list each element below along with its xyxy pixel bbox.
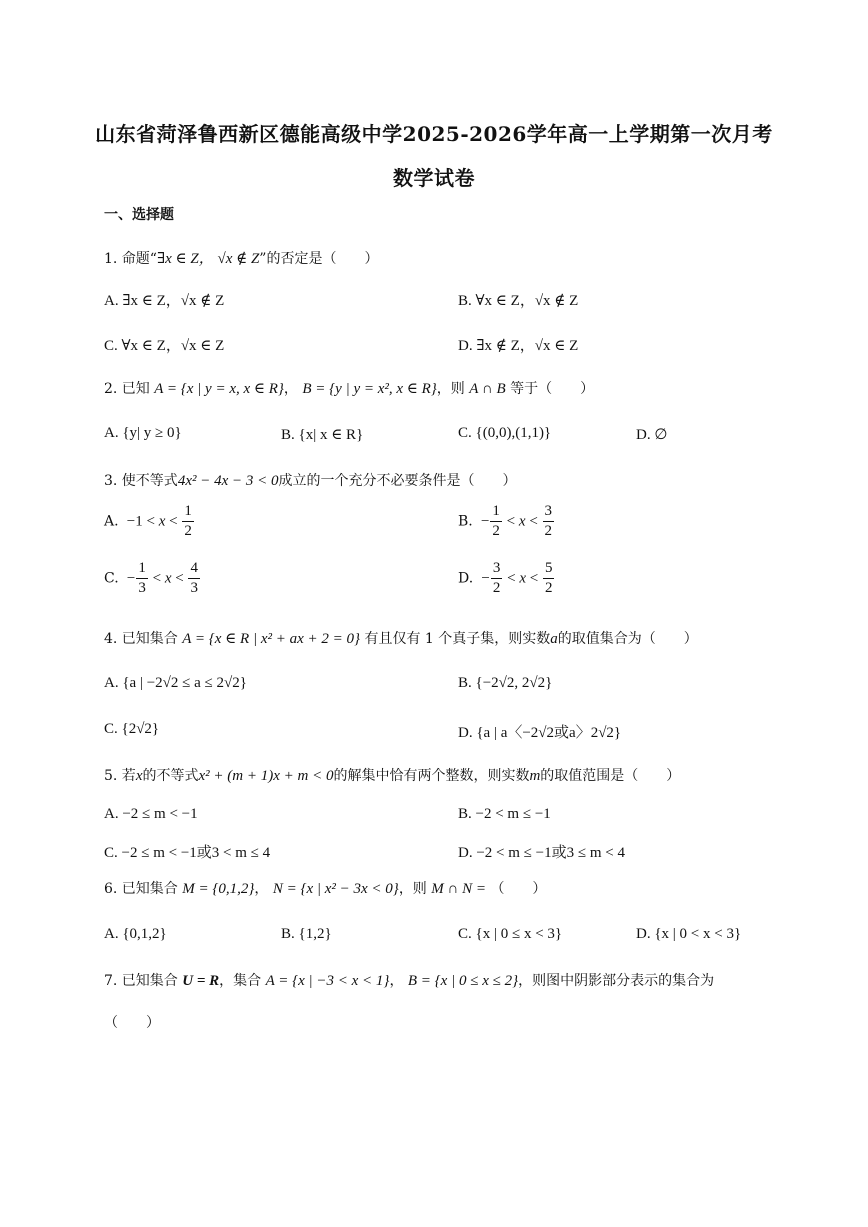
q2-option-b[interactable]: B. {x| x ∈ R} bbox=[281, 427, 364, 443]
q7-suffix: ，则图中阴影部分表示的集合为 bbox=[518, 973, 715, 989]
q6-option-a[interactable]: A. {0,1,2} bbox=[104, 926, 167, 942]
q1-suffix: ”的否定是（ ） bbox=[259, 251, 379, 267]
q3-prefix: 3. 使不等式 bbox=[104, 473, 178, 489]
q4-option-b[interactable]: B. {−2√2, 2√2} bbox=[458, 675, 553, 691]
q3-option-b[interactable]: B. − $\frac{1}{2}$ < x < $\frac{3}{2}$ bbox=[458, 503, 553, 539]
q1-prefix: 1. 命题“ bbox=[104, 251, 157, 267]
q6-option-d[interactable]: D. {x | 0 < x < 3} bbox=[636, 926, 742, 942]
q3-option-b-label: B. bbox=[458, 513, 473, 530]
q5-suffix: 的解集中恰有两个整数，则实数 bbox=[333, 768, 530, 784]
q6-prefix: 6. 已知集合 bbox=[104, 881, 178, 897]
q7-set-a: A = {x | −3 < x < 1} bbox=[265, 973, 390, 989]
question-3-stem bbox=[104, 470, 517, 490]
q2-suffix: 等于（ ） bbox=[510, 381, 595, 397]
q6-mid: ，则 bbox=[398, 881, 427, 897]
q7-prefix: 7. 已知集合 bbox=[104, 973, 178, 989]
q5-prefix: 5. 若 bbox=[104, 768, 136, 784]
q7-mid1: ，集合 bbox=[219, 973, 262, 989]
q1-option-a[interactable]: A. ∃x ∈ Z，√x ∉ Z bbox=[104, 293, 225, 309]
q4-mid: 有且仅有 1 个真子集，则实数 bbox=[364, 631, 551, 647]
question-7-stem: 7. 已知集合 U = R，集合 A = {x | −3 < x < 1}， B = {x | 0 ≤ x ≤ 2}，则图中阴影部分表示的集合为 bbox=[104, 973, 715, 989]
question-6-stem: 6. 已知集合 M = {0,1,2}， N = {x | x² − 3x < 0}，则 M ∩ N = （ ） bbox=[104, 881, 547, 897]
exam-subtitle: 数学试卷 bbox=[393, 166, 475, 190]
q3-suffix: 成立的一个充分不必要条件是（ ） bbox=[278, 473, 517, 489]
q1-option-d[interactable]: D. ∃x ∉ Z，√x ∈ Z bbox=[458, 338, 579, 354]
q5-var: x bbox=[135, 768, 143, 784]
q6-expr: M ∩ N = bbox=[431, 881, 486, 897]
q7-set-u: U = R bbox=[182, 973, 220, 989]
q4-option-a[interactable]: A. {a | −2√2 ≤ a ≤ 2√2} bbox=[104, 675, 247, 691]
q7-stem-end: （ ） bbox=[104, 1015, 160, 1031]
q4-option-d[interactable]: D. {a | a〈−2√2或a〉2√2} bbox=[458, 725, 622, 741]
q2-set-b: B = {y | y = x², x ∈ R} bbox=[302, 381, 437, 397]
q3-option-c[interactable]: C. − $\frac{1}{3}$ < x < $\frac{4}{3}$ bbox=[104, 560, 198, 596]
q1-option-b[interactable]: B. ∀x ∈ Z，√x ∉ Z bbox=[458, 293, 579, 309]
q4-math: A = {x ∈ R | x² + ax + 2 = 0} bbox=[182, 631, 361, 647]
q4-suffix: 的取值集合为（ ） bbox=[557, 631, 698, 647]
q2-mid: ，则 bbox=[436, 381, 465, 397]
q6-set-m: M = {0,1,2} bbox=[182, 881, 255, 897]
q5-option-d[interactable]: D. −2 < m ≤ −1或3 ≤ m < 4 bbox=[458, 845, 625, 861]
q2-option-d[interactable]: D. ∅ bbox=[636, 427, 668, 443]
section-heading-choice: 一、选择题 bbox=[104, 207, 174, 223]
q5-mid: 的不等式 bbox=[142, 768, 199, 784]
question-2-stem: 2. 已知 A = {x | y = x, x ∈ R}， B = {y | y = x², x ∈ R}，则 A ∩ B 等于（ ） bbox=[104, 381, 595, 397]
q5-end: 的取值范围是（ ） bbox=[540, 768, 681, 784]
q3-option-a[interactable]: A. −1 < x < $\frac{1}{2}$ bbox=[104, 503, 192, 539]
q2-option-c[interactable]: C. {(0,0),(1,1)} bbox=[458, 425, 552, 441]
q5-option-a[interactable]: A. −2 ≤ m < −1 bbox=[104, 806, 198, 822]
exam-title: 山东省菏泽鲁西新区德能高级中学2025-2026学年高一上学期第一次月考 bbox=[95, 122, 773, 146]
question-1-stem bbox=[104, 247, 378, 268]
q6-option-c[interactable]: C. {x | 0 ≤ x < 3} bbox=[458, 926, 563, 942]
q5-math: x² + (m + 1)x + m < 0 bbox=[198, 768, 334, 784]
q2-option-a[interactable]: A. {y| y ≥ 0} bbox=[104, 425, 182, 441]
question-5-stem bbox=[104, 765, 680, 785]
q2-expr: A ∩ B bbox=[469, 381, 506, 397]
q3-math: 4x² − 4x − 3 < 0 bbox=[177, 473, 279, 489]
q2-set-a: A = {x | y = x, x ∈ R} bbox=[154, 381, 284, 397]
q3-option-d-label: D. bbox=[458, 570, 474, 587]
q3-option-c-label: C. bbox=[104, 570, 119, 587]
q6-option-b[interactable]: B. {1,2} bbox=[281, 926, 332, 942]
question-4-stem bbox=[104, 628, 698, 648]
q5-option-b[interactable]: B. −2 < m ≤ −1 bbox=[458, 806, 551, 822]
q1-math: ∃x ∈ Z， √x ∉ Z bbox=[156, 251, 260, 267]
q7-set-b: B = {x | 0 ≤ x ≤ 2} bbox=[407, 973, 519, 989]
q4-var: a bbox=[550, 631, 558, 647]
q5-var2: m bbox=[529, 768, 541, 784]
q4-option-c[interactable]: C. {2√2} bbox=[104, 721, 160, 737]
q2-prefix: 2. 已知 bbox=[104, 381, 150, 397]
q5-option-c[interactable]: C. −2 ≤ m < −1或3 < m ≤ 4 bbox=[104, 845, 271, 861]
q6-set-n: N = {x | x² − 3x < 0} bbox=[272, 881, 399, 897]
q6-suffix: （ ） bbox=[490, 881, 547, 897]
q3-option-a-label: A. bbox=[104, 513, 119, 530]
q3-option-d[interactable]: D. − $\frac{3}{2}$ < x < $\frac{5}{2}$ bbox=[458, 560, 553, 596]
q1-option-c[interactable]: C. ∀x ∈ Z，√x ∈ Z bbox=[104, 338, 225, 354]
q4-prefix: 4. 已知集合 bbox=[104, 631, 178, 647]
